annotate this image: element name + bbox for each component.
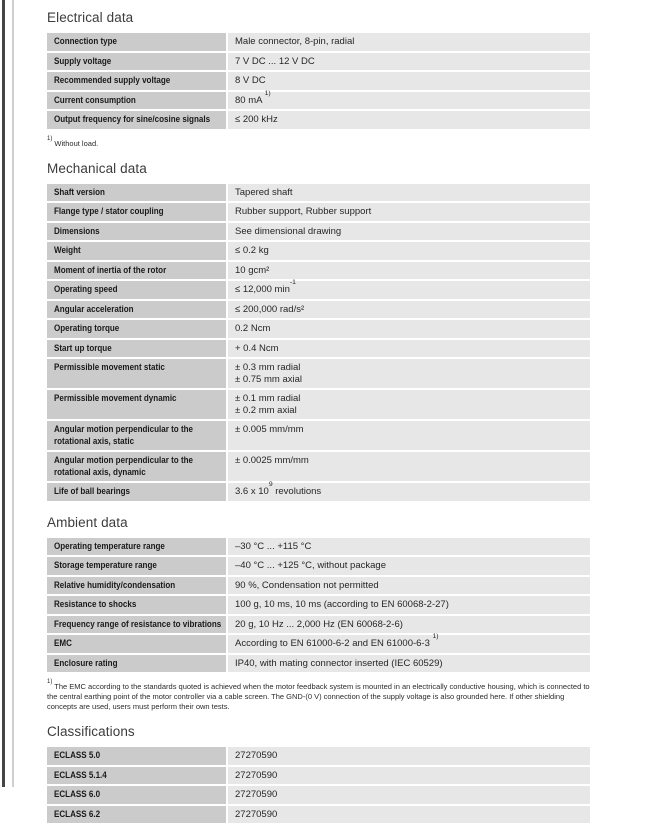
table-row — [47, 223, 590, 243]
row-value-line — [235, 374, 584, 386]
table-row — [47, 320, 590, 340]
superscript-marker: 9 — [268, 481, 273, 488]
row-value — [228, 340, 590, 358]
row-label-text: Supply voltage — [54, 55, 112, 67]
spec-table — [47, 33, 590, 131]
row-value-text: 100 g, 10 ms, 10 ms (according to EN 60068-2-27) — [235, 599, 449, 610]
row-label — [47, 53, 228, 71]
row-value — [228, 390, 590, 419]
row-label-text: Life of ball bearings — [54, 486, 131, 497]
row-label — [47, 421, 228, 450]
table-row — [47, 483, 590, 503]
row-value-line — [235, 226, 584, 238]
table-row — [47, 596, 590, 616]
row-value-text: + 0.4 Ncm — [235, 342, 279, 354]
row-value-line — [235, 56, 584, 68]
row-value-text: 27270590 — [235, 769, 278, 781]
row-value-text: Tapered shaft — [235, 186, 293, 198]
table-row — [47, 390, 590, 421]
table-row — [47, 203, 590, 223]
row-label-text: Flange type / stator coupling — [54, 206, 164, 217]
row-value-line — [235, 323, 584, 335]
table-row — [47, 538, 590, 558]
table-row — [47, 72, 590, 92]
table-row — [47, 111, 590, 131]
row-label — [47, 786, 228, 804]
row-label — [47, 635, 228, 653]
row-label-text: Recommended supply voltage — [54, 75, 171, 86]
row-value-text: ± 0.75 mm axial — [235, 373, 302, 385]
row-value — [228, 111, 590, 129]
row-value-line — [235, 206, 584, 218]
row-value-line — [235, 405, 584, 417]
row-label — [47, 33, 228, 51]
row-value-text: revolutions — [272, 486, 322, 497]
row-value-line — [235, 424, 584, 436]
row-value — [228, 596, 590, 614]
row-value — [228, 72, 590, 90]
row-label — [47, 92, 228, 110]
row-value — [228, 89, 590, 110]
row-value-line — [235, 75, 584, 87]
row-label — [47, 747, 228, 765]
row-label-text: EMC — [54, 638, 72, 649]
row-value — [228, 421, 590, 450]
row-value-text: 3.6 x 10 — [235, 486, 269, 497]
row-value — [228, 262, 590, 280]
footnote — [47, 135, 590, 149]
row-label — [47, 203, 228, 221]
row-label — [47, 242, 228, 260]
row-label-text: Angular acceleration — [54, 303, 134, 315]
row-value — [228, 767, 590, 785]
table-row — [47, 767, 590, 787]
footnote-text: The EMC according to the standards quoted is achieved when the motor feedback system is mounted in an electrically conductive housing, which is connected to the central earthing point of the motor controller via a cable screen. The GND-(0 V) connection of the supply voltage is also grounded here. If other shielding concepts are used, users must perform their own tests. — [47, 682, 590, 711]
row-value-text: ± 0.005 mm/mm — [235, 424, 304, 435]
table-row — [47, 635, 590, 655]
row-value-line — [235, 187, 584, 199]
row-label-text: Operating speed — [54, 284, 118, 295]
table-row — [47, 786, 590, 806]
row-label — [47, 301, 228, 319]
row-value-text: ≤ 200 kHz — [235, 114, 278, 125]
table-row — [47, 359, 590, 390]
row-label — [47, 806, 228, 824]
row-value-text: 7 V DC ... 12 V DC — [235, 55, 315, 67]
row-value-text: ± 0.3 mm radial — [235, 362, 301, 373]
row-value — [228, 806, 590, 824]
row-value-text: According to EN 61000-6-2 and EN 61000-6-3 — [235, 638, 433, 649]
page-edge-line — [12, 0, 14, 787]
row-value-text: 90 %, Condensation not permitted — [235, 579, 379, 591]
row-value — [228, 557, 590, 575]
footnote-marker: 1) — [47, 135, 53, 142]
row-value-text: 8 V DC — [235, 75, 266, 86]
row-label-text: ECLASS 5.1.4 — [54, 769, 107, 781]
row-value — [228, 203, 590, 221]
row-label — [47, 72, 228, 90]
row-label — [47, 577, 228, 595]
section-mechanical-data — [47, 161, 590, 503]
table-row — [47, 616, 590, 636]
row-value — [228, 53, 590, 71]
row-label-text: Angular motion perpendicular to the rotational axis, static — [54, 424, 194, 447]
table-row — [47, 53, 590, 73]
row-value-text: ≤ 200,000 rad/s² — [235, 303, 305, 315]
row-label — [47, 616, 228, 634]
row-label-text: Frequency range of resistance to vibrations — [54, 618, 222, 630]
row-label-text: Permissible movement static — [54, 362, 165, 373]
row-value-line — [235, 36, 584, 48]
footnote-marker: 1) — [47, 679, 53, 685]
row-value — [228, 33, 590, 51]
row-label — [47, 359, 228, 388]
row-label — [47, 596, 228, 614]
spec-table — [47, 184, 590, 503]
spec-table — [47, 747, 590, 825]
row-value-line — [235, 343, 584, 355]
row-value-line — [235, 599, 584, 611]
row-value-line — [235, 481, 584, 498]
row-value-line — [235, 658, 584, 670]
row-value-line — [235, 279, 584, 296]
row-value — [228, 281, 590, 299]
row-value-text: –40 °C ... +125 °C, without package — [235, 560, 386, 571]
table-row — [47, 557, 590, 577]
table-row — [47, 301, 590, 321]
row-label-text: Current consumption — [54, 94, 136, 106]
row-label — [47, 223, 228, 241]
row-label-text: ECLASS 6.0 — [54, 789, 101, 800]
row-value-line — [235, 633, 584, 650]
row-value-text: ≤ 0.2 kg — [235, 245, 269, 256]
row-value-line — [235, 770, 584, 782]
row-value — [228, 359, 590, 388]
row-value — [228, 184, 590, 202]
footnote-text: Without load. — [52, 138, 99, 148]
row-value-line — [235, 265, 584, 277]
row-label — [47, 483, 228, 501]
row-label-text: ECLASS 5.0 — [54, 750, 101, 761]
row-value-line — [235, 789, 584, 801]
row-label-text: Shaft version — [54, 186, 105, 198]
row-label-text: ECLASS 6.2 — [54, 808, 101, 820]
section-electrical-data — [47, 10, 590, 149]
row-value — [228, 786, 590, 804]
row-value-text: ± 0.1 mm radial — [235, 393, 301, 404]
row-label — [47, 111, 228, 129]
row-value-text: ± 0.0025 mm/mm — [235, 455, 309, 466]
table-row — [47, 747, 590, 767]
table-row — [47, 281, 590, 301]
row-label-text: Enclosure rating — [54, 657, 118, 669]
section-heading: Classifications — [47, 724, 135, 739]
table-row — [47, 452, 590, 483]
row-value — [228, 452, 590, 481]
row-value-text: 80 mA — [235, 94, 265, 106]
row-label-text: Relative humidity/condensation — [54, 579, 176, 591]
section-heading: Mechanical data — [47, 160, 147, 176]
section-heading: Ambient data — [47, 514, 128, 530]
section-ambient-data — [47, 515, 590, 713]
row-label — [47, 390, 228, 419]
table-row — [47, 33, 590, 53]
row-value — [228, 538, 590, 556]
table-row — [47, 655, 590, 675]
row-label — [47, 281, 228, 299]
row-value-line — [235, 455, 584, 467]
row-label-text: Operating torque — [54, 323, 120, 334]
table-row — [47, 806, 590, 826]
row-label — [47, 655, 228, 673]
table-row — [47, 577, 590, 597]
row-label — [47, 767, 228, 785]
row-value-text: 10 gcm² — [235, 264, 270, 276]
row-label-text: Storage temperature range — [54, 560, 157, 571]
row-value-text: See dimensional drawing — [235, 225, 342, 237]
row-label-text: Angular motion perpendicular to the rotational axis, dynamic — [54, 455, 194, 478]
row-value — [228, 655, 590, 673]
row-value-text: IP40, with mating connector inserted (IEC 60529) — [235, 657, 443, 669]
row-value-line — [235, 541, 584, 553]
table-row — [47, 340, 590, 360]
row-label-text: Output frequency for sine/cosine signals — [54, 114, 211, 125]
row-label-text: Permissible movement dynamic — [54, 393, 177, 404]
row-value — [228, 320, 590, 338]
row-value-line — [235, 580, 584, 592]
row-value — [228, 747, 590, 765]
footnote — [47, 679, 590, 712]
table-row — [47, 89, 590, 112]
row-label-text: Dimensions — [54, 225, 100, 237]
superscript-marker: 1) — [264, 89, 271, 97]
row-value-text: ≤ 12,000 min — [235, 284, 290, 295]
row-label — [47, 184, 228, 202]
row-value — [228, 223, 590, 241]
row-value — [228, 483, 590, 501]
row-label-text: Connection type — [54, 36, 118, 47]
row-value-line — [235, 619, 584, 631]
row-label-text: Resistance to shocks — [54, 599, 137, 610]
row-value-text: Male connector, 8-pin, radial — [235, 36, 355, 47]
row-value-line — [235, 304, 584, 316]
row-value — [228, 577, 590, 595]
section-classifications — [47, 724, 590, 825]
row-value — [228, 301, 590, 319]
row-label-text: Weight — [54, 245, 81, 256]
row-label — [47, 538, 228, 556]
table-row — [47, 262, 590, 282]
row-label — [47, 262, 228, 280]
table-row — [47, 242, 590, 262]
row-value-line — [235, 393, 584, 405]
row-value-line — [235, 114, 584, 126]
row-label — [47, 557, 228, 575]
row-value-text: 27270590 — [235, 808, 278, 820]
row-value-text: 27270590 — [235, 750, 278, 761]
row-value-text: 20 g, 10 Hz ... 2,000 Hz (EN 60068-2-6) — [235, 618, 403, 630]
superscript-marker: 1) — [432, 633, 439, 640]
row-value — [228, 616, 590, 634]
table-row — [47, 184, 590, 204]
row-label-text: Start up torque — [54, 342, 112, 354]
row-value-line — [235, 362, 584, 374]
section-heading: Electrical data — [47, 10, 134, 25]
page-content — [47, 10, 590, 835]
row-value-text: ± 0.2 mm axial — [235, 404, 297, 416]
row-value-text: 27270590 — [235, 789, 278, 800]
row-value-text: –30 °C ... +115 °C — [235, 540, 312, 552]
spec-table — [47, 538, 590, 675]
row-value — [228, 635, 590, 653]
row-label-text: Operating temperature range — [54, 540, 165, 552]
row-label — [47, 452, 228, 481]
row-value-line — [235, 245, 584, 257]
page-edge-bar — [2, 0, 5, 787]
row-value-text: Rubber support, Rubber support — [235, 206, 372, 217]
row-value-line — [235, 750, 584, 762]
row-label — [47, 340, 228, 358]
row-value — [228, 242, 590, 260]
row-label — [47, 320, 228, 338]
table-row — [47, 421, 590, 452]
row-value-line — [235, 560, 584, 572]
row-value-line — [235, 89, 584, 107]
row-value-line — [235, 809, 584, 821]
row-label-text: Moment of inertia of the rotor — [54, 264, 167, 276]
row-value-text: 0.2 Ncm — [235, 323, 271, 334]
superscript-marker: -1 — [289, 279, 296, 286]
